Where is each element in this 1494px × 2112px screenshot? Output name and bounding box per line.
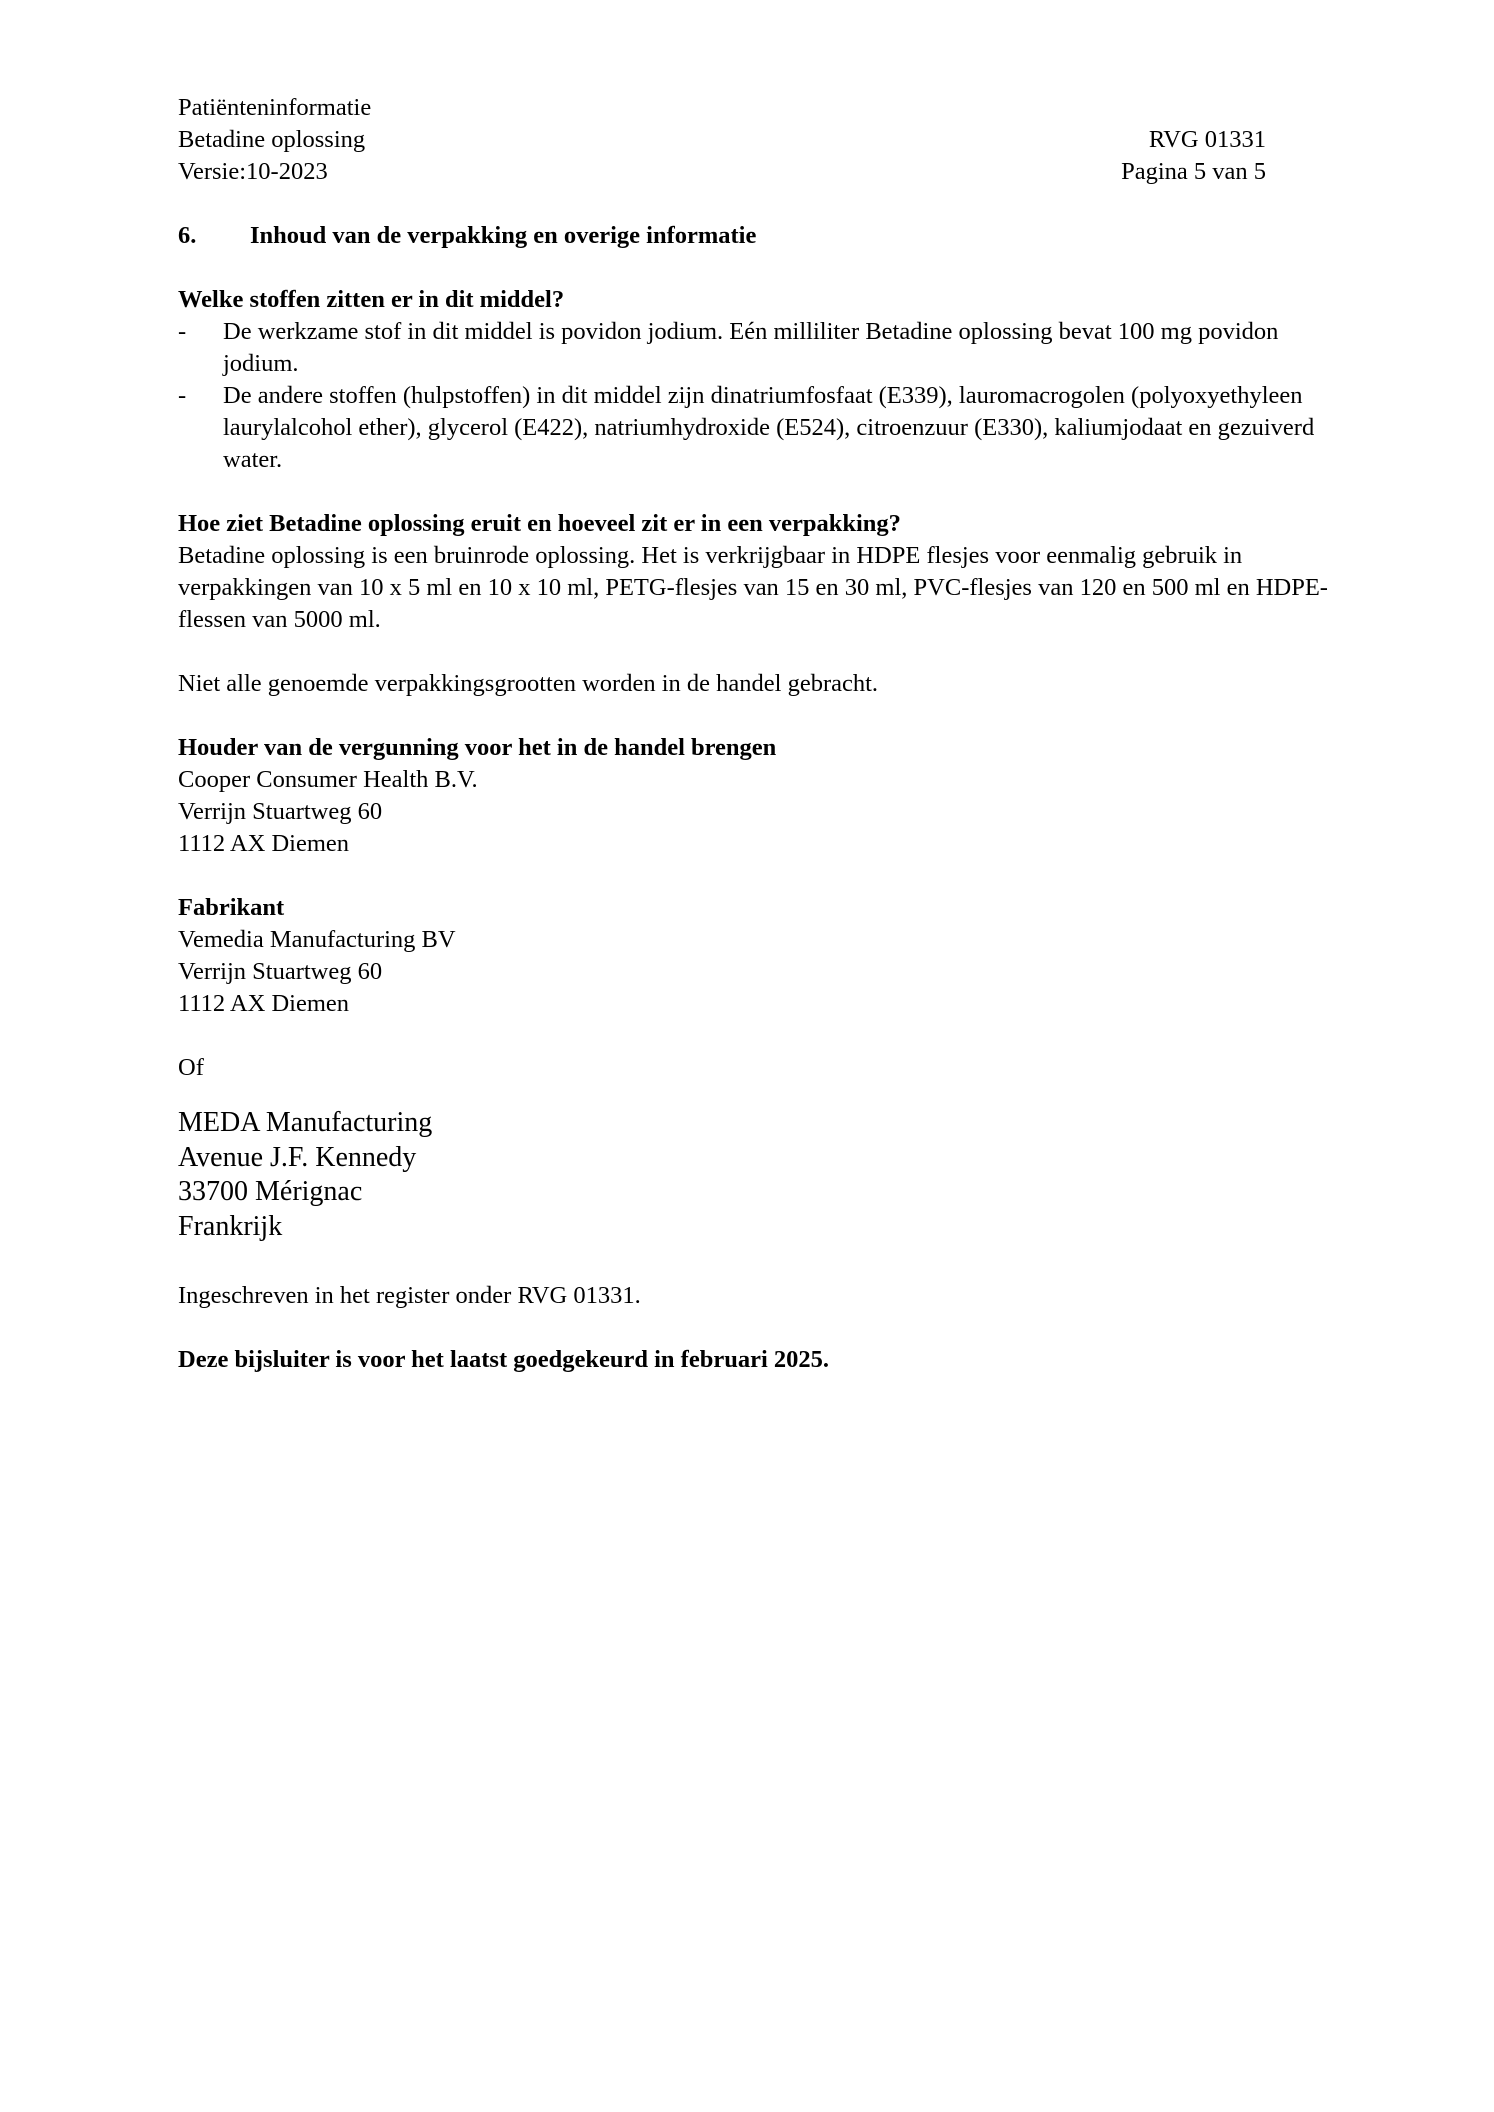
manufacturer-heading: Fabrikant [178, 894, 285, 921]
section-title-text: Inhoud van de verpakking en overige informatie [250, 222, 757, 249]
holder-city: 1112 AX Diemen [178, 830, 350, 857]
section-title [178, 220, 1328, 252]
page-header [178, 92, 1266, 188]
header-page-number: Pagina 5 van 5 [1121, 158, 1266, 185]
holder-street: Verrijn Stuartweg 60 [178, 798, 383, 825]
appearance-text: Betadine oplossing is een bruinrode oplossing. Het is verkrijgbaar in HDPE flesjes voor eenmalig gebruik in verpakkingen van 10 x 5 ml en 10 x 10 ml, PETG-flesjes van 15 en 30 ml, PVC-flesjes van 120 en 500 ml en HDPE-flessen van 5000 ml. [178, 542, 1328, 633]
header-rvg-number: RVG 01331 [1148, 126, 1266, 153]
availability-note: Niet alle genoemde verpakkingsgrootten worden in de handel gebracht. [178, 670, 879, 697]
alt-manufacturer-street: Avenue J.F. Kennedy [178, 1141, 417, 1173]
holder-name: Cooper Consumer Health B.V. [178, 766, 478, 793]
alt-manufacturer-name: MEDA Manufacturing [178, 1107, 433, 1138]
header-line-3 [178, 156, 1266, 188]
ingredient-active: De werkzame stof in dit middel is povidon jodium. Eén milliliter Betadine oplossing bevat 100 mg povidon jodium. [223, 318, 1279, 377]
header-product-name: Betadine oplossing [178, 126, 366, 153]
bullet-mark: - [178, 382, 187, 409]
registration-text: Ingeschreven in het register onder RVG 01331. [178, 1282, 641, 1309]
header-line-1 [178, 92, 1266, 124]
list-item [178, 380, 1328, 476]
section-number: 6. [178, 222, 197, 249]
or-label: Of [178, 1054, 204, 1081]
manufacturer-street: Verrijn Stuartweg 60 [178, 958, 383, 985]
appearance-heading: Hoe ziet Betadine oplossing eruit en hoeveel zit er in een verpakking? [178, 510, 901, 537]
header-line-2 [178, 124, 1266, 156]
alt-manufacturer-city: 33700 Mérignac [178, 1176, 363, 1207]
bullet-mark: - [178, 318, 187, 345]
manufacturer-name: Vemedia Manufacturing BV [178, 926, 456, 953]
approval-text: Deze bijsluiter is voor het laatst goedgekeurd in februari 2025. [178, 1346, 830, 1373]
header-doc-type: Patiënteninformatie [178, 94, 372, 121]
page-content [178, 220, 1328, 1376]
alt-manufacturer-country: Frankrijk [178, 1210, 283, 1242]
list-item [178, 316, 1328, 380]
header-version: Versie:10-2023 [178, 158, 328, 185]
holder-heading: Houder van de vergunning voor het in de handel brengen [178, 734, 777, 761]
manufacturer-city: 1112 AX Diemen [178, 990, 350, 1017]
ingredient-excipients: De andere stoffen (hulpstoffen) in dit middel zijn dinatriumfosfaat (E339), lauromacrogolen (polyoxyethyleen laurylalcohol ether), glycerol (E422), natriumhydroxide (E524), citroenzuur (E330), kaliumjodaat en gezuiverd water. [223, 382, 1315, 473]
ingredients-heading: Welke stoffen zitten er in dit middel? [178, 286, 565, 313]
